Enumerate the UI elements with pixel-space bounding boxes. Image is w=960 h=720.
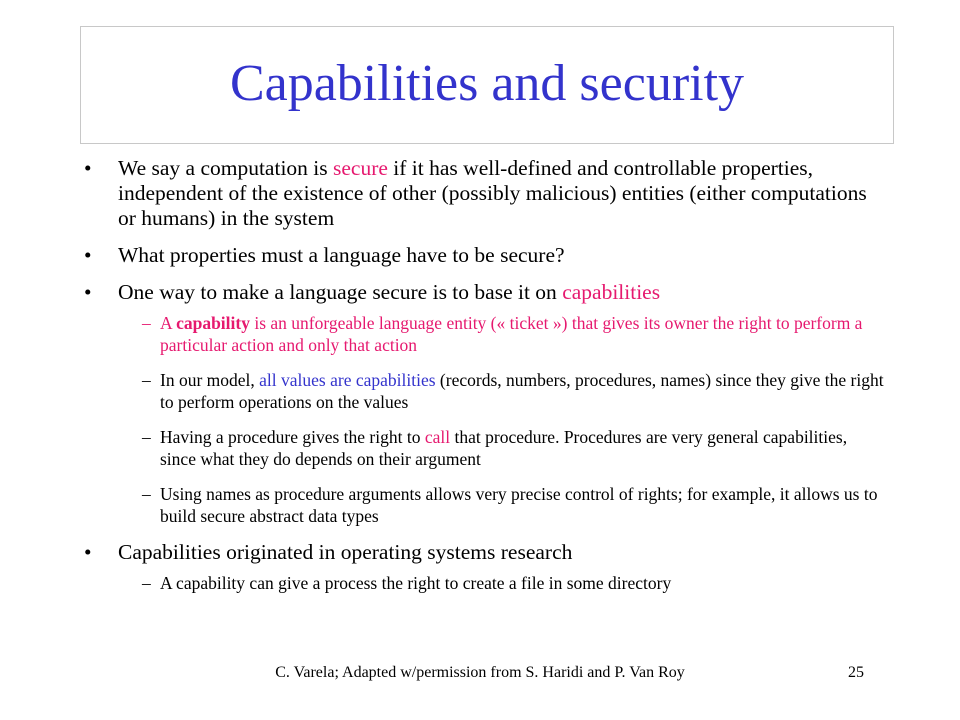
slide-body — [84, 156, 884, 607]
title-box — [80, 26, 894, 144]
bullet-icon: • — [84, 156, 92, 180]
dash-icon: – — [142, 427, 151, 447]
text: Having a procedure gives the right to — [160, 427, 425, 447]
text: In our model, — [160, 370, 260, 390]
bullet-os-research — [84, 540, 884, 565]
dash-icon: – — [142, 573, 151, 593]
dash-icon: – — [142, 313, 151, 333]
bullet-icon: • — [84, 540, 92, 564]
sub-bullet-names-arguments — [84, 483, 884, 527]
text: One way to make a language secure is to base it on — [118, 280, 563, 304]
text: Using names as procedure arguments allows very precise control of rights; for example, it allows us to build secure abstract data types — [160, 484, 878, 526]
text: We say a computation is — [118, 156, 334, 180]
bullet-secure-definition — [84, 156, 884, 231]
text: What properties must a language have to be secure? — [118, 243, 565, 267]
page-number: 25 — [848, 664, 864, 681]
keyword-call: call — [424, 427, 451, 447]
text: A — [160, 313, 177, 333]
keyword-capability: capability — [176, 313, 250, 333]
sub-bullet-capability-definition — [84, 312, 884, 356]
text: (records, numbers, procedures, names) since they give the right to perform operations on the values — [160, 370, 884, 412]
bullet-icon: • — [84, 280, 92, 304]
sub-bullet-values-capabilities — [84, 369, 884, 413]
text: Capabilities originated in operating systems research — [118, 540, 573, 564]
slide-title: Capabilities and security — [229, 54, 745, 112]
sub-bullet-procedure-call — [84, 426, 884, 470]
footer-credit: C. Varela; Adapted w/permission from S. Haridi and P. Van Roy — [275, 664, 685, 681]
keyword-capabilities: capabilities — [562, 280, 661, 304]
text: that procedure. Procedures are very general capabilities, since what they do depends on their argument — [160, 427, 848, 469]
keyword-secure: secure — [333, 156, 388, 180]
keyword-values: all values are capabilities — [259, 370, 436, 390]
text: is an unforgeable language entity (« ticket ») that gives its owner the right to perform a particular action and only that action — [160, 313, 863, 355]
bullet-capabilities — [84, 280, 884, 305]
text: if it has well-defined and controllable properties, independent of the existence of other (possibly malicious) entities (either computations or humans) in the system — [118, 156, 867, 230]
bullet-language-properties — [84, 243, 884, 268]
dash-icon: – — [142, 370, 151, 390]
text: A capability can give a process the right to create a file in some directory — [160, 573, 672, 593]
sub-bullet-file-capability — [84, 572, 884, 594]
bullet-icon: • — [84, 243, 92, 267]
dash-icon: – — [142, 484, 151, 504]
